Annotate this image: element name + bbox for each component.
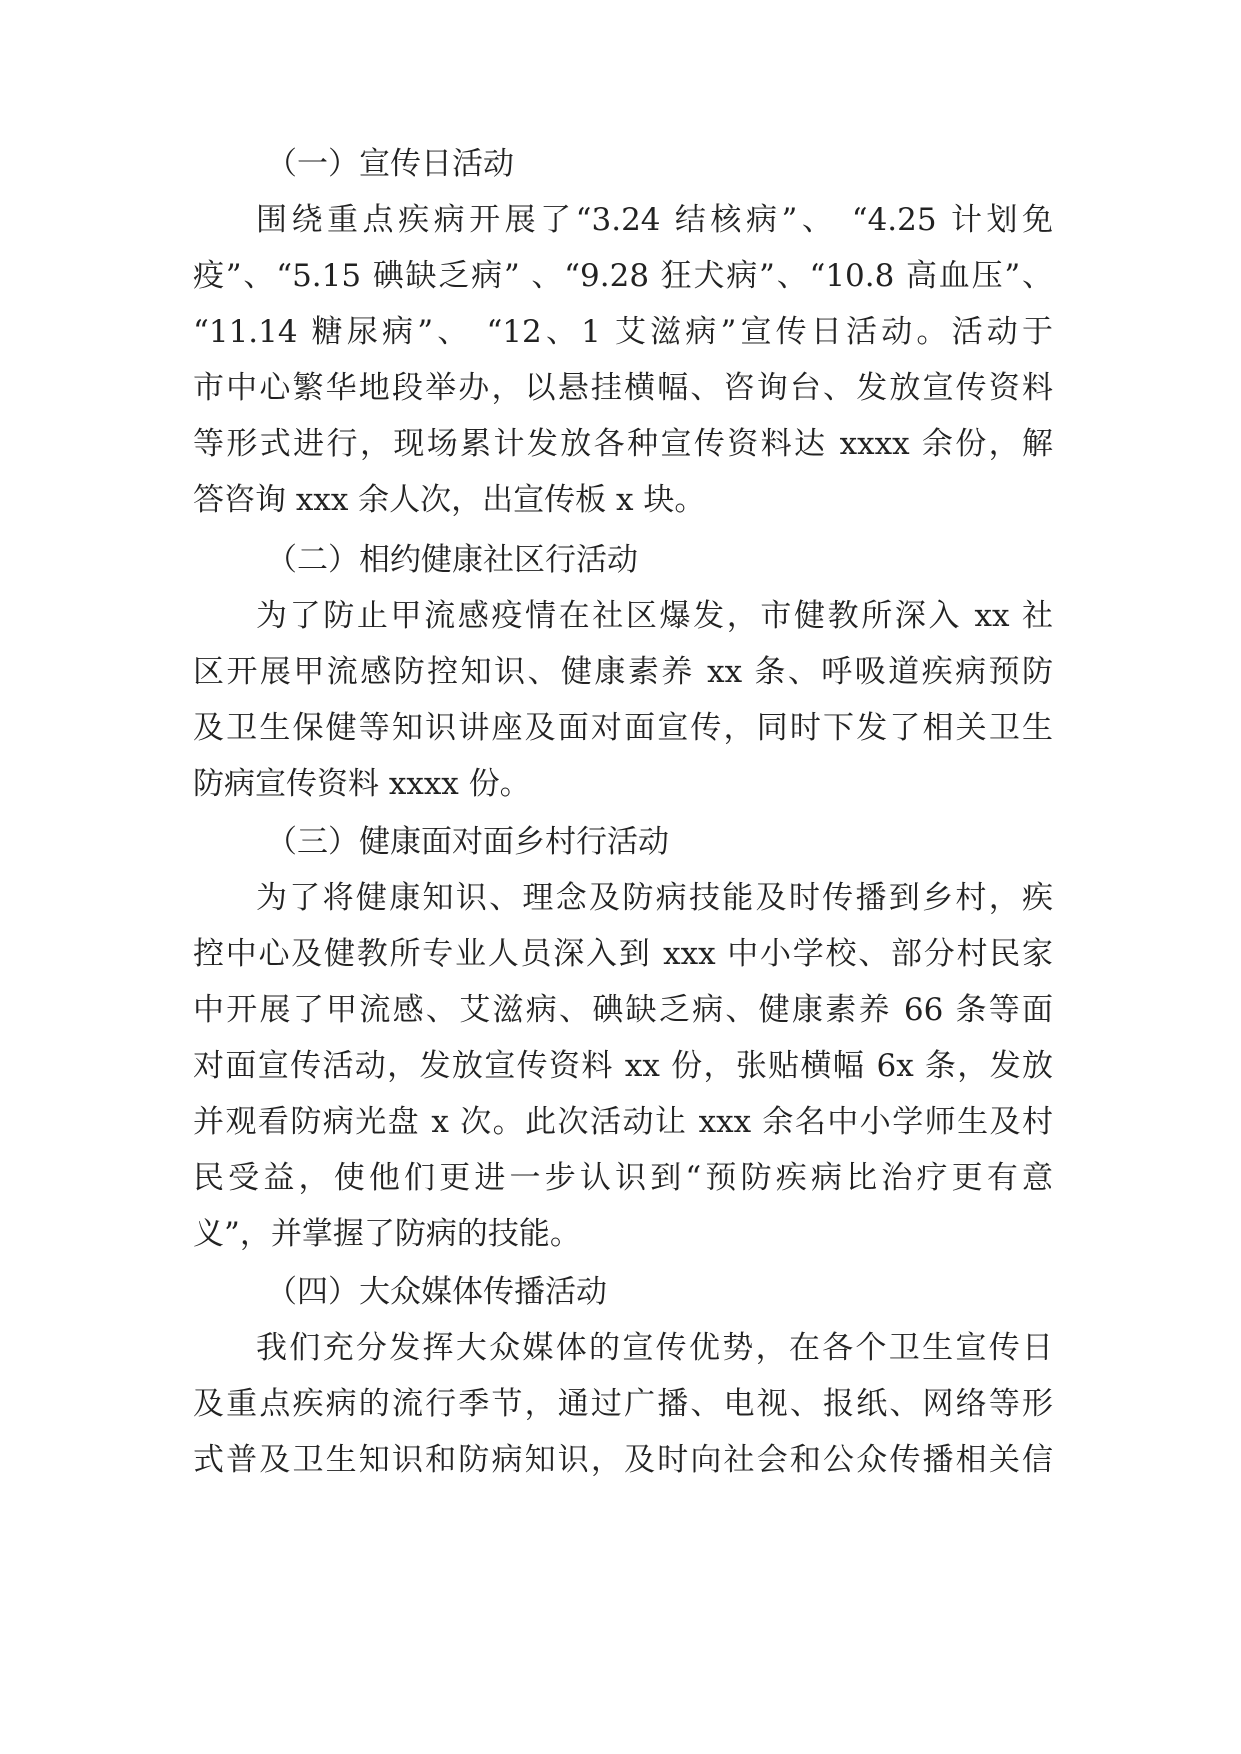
- paragraph-line: 及卫生保健等知识讲座及面对面宣传，同时下发了相关卫生: [193, 710, 1053, 746]
- paragraph-line: 对面宣传活动，发放宣传资料 xx 份，张贴横幅 6x 条，发放: [193, 1048, 1053, 1084]
- paragraph-line: 民受益，使他们更进一步认识到“预防疾病比治疗更有意: [193, 1160, 1053, 1196]
- paragraph-line: 及重点疾病的流行季节，通过广播、电视、报纸、网络等形: [193, 1386, 1053, 1422]
- paragraph-line: 答咨询 xxx 余人次，出宣传板 x 块。: [193, 482, 706, 518]
- paragraph-line: 式普及卫生知识和防病知识，及时向社会和公众传播相关信: [193, 1442, 1053, 1478]
- paragraph-line: 围绕重点疾病开展了“3.24 结核病”、 “4.25 计划免: [256, 202, 1053, 238]
- paragraph-line: 等形式进行，现场累计发放各种宣传资料达 xxxx 余份，解: [193, 426, 1053, 462]
- paragraph-line: 为了防止甲流感疫情在社区爆发，市健教所深入 xx 社: [256, 598, 1053, 634]
- paragraph-line: 中开展了甲流感、艾滋病、碘缺乏病、健康素养 66 条等面: [193, 992, 1053, 1028]
- section-heading: （二）相约健康社区行活动: [266, 542, 638, 578]
- paragraph-line: “11.14 糖尿病”、 “12、1 艾滋病”宣传日活动。活动于: [193, 314, 1053, 350]
- section-heading: （四）大众媒体传播活动: [266, 1274, 607, 1310]
- paragraph-line: 并观看防病光盘 x 次。此次活动让 xxx 余名中小学师生及村: [193, 1104, 1053, 1140]
- paragraph-line: 区开展甲流感防控知识、健康素养 xx 条、呼吸道疾病预防: [193, 654, 1053, 690]
- section-heading: （三）健康面对面乡村行活动: [266, 824, 669, 860]
- paragraph-line: 为了将健康知识、理念及防病技能及时传播到乡村，疾: [256, 880, 1053, 916]
- paragraph-line: 疫”、“5.15 碘缺乏病” 、“9.28 狂犬病”、“10.8 高血压”、: [193, 258, 1053, 294]
- paragraph-line: 我们充分发挥大众媒体的宣传优势，在各个卫生宣传日: [256, 1330, 1053, 1366]
- paragraph-line: 控中心及健教所专业人员深入到 xxx 中小学校、部分村民家: [193, 936, 1053, 972]
- paragraph-line: 义”，并掌握了防病的技能。: [193, 1216, 581, 1252]
- section-heading: （一）宣传日活动: [266, 146, 514, 182]
- paragraph-line: 市中心繁华地段举办，以悬挂横幅、咨询台、发放宣传资料: [193, 370, 1053, 406]
- paragraph-line: 防病宣传资料 xxxx 份。: [193, 766, 531, 802]
